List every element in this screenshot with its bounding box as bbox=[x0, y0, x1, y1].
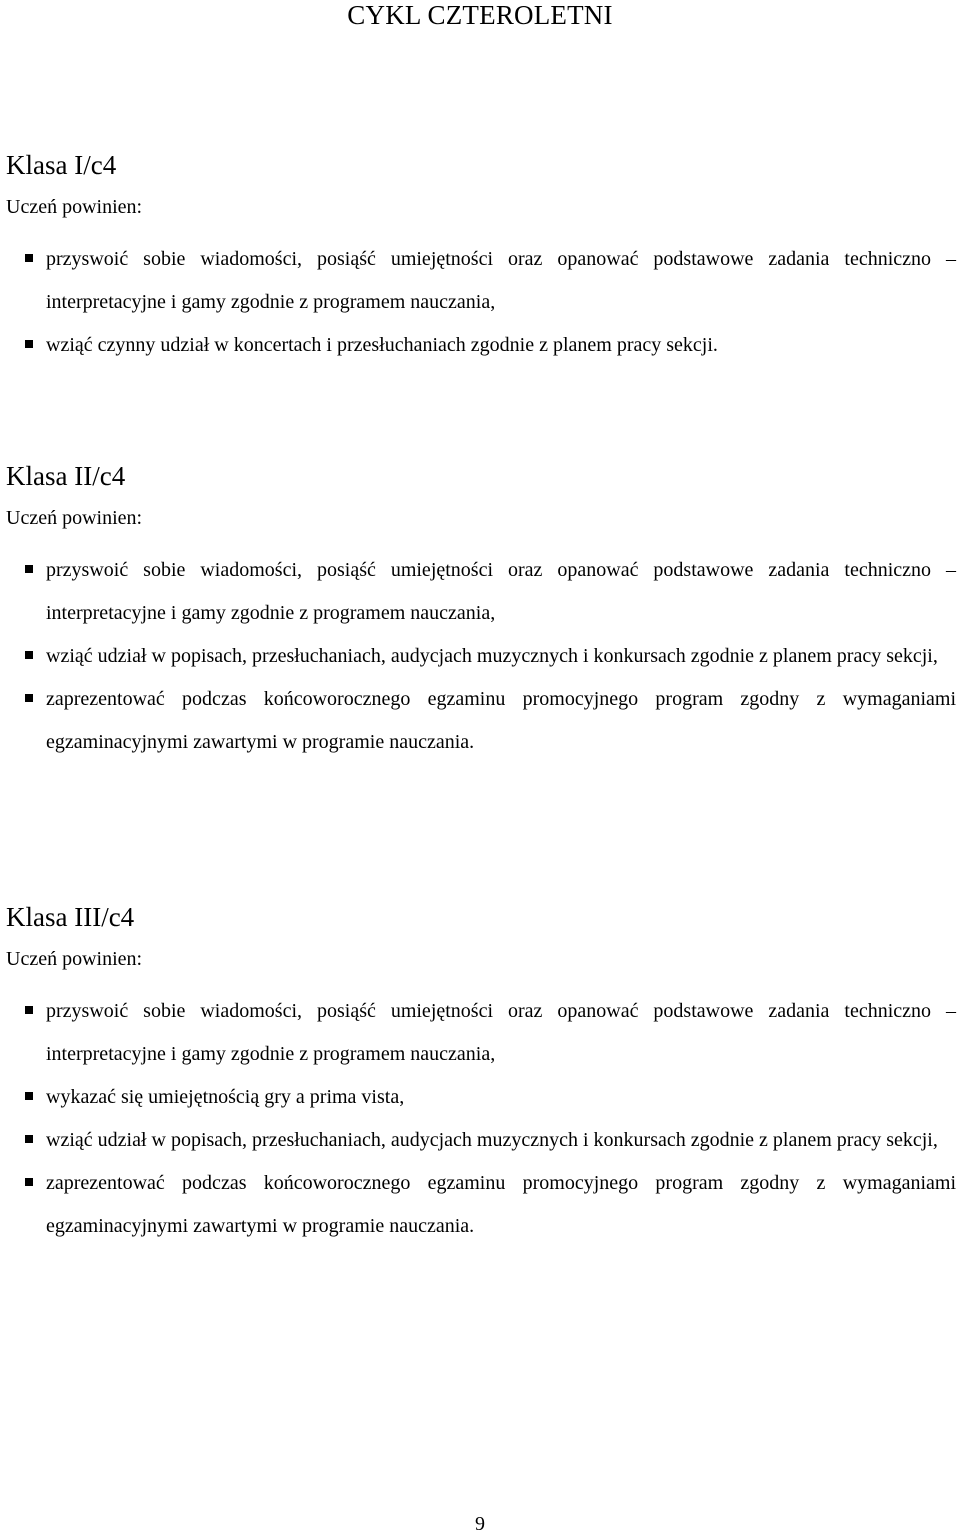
list-item-text: przyswoić sobie wiadomości, posiąść umiejętności oraz opanować podstawowe zadania techniczno – interpretacyjne i gamy zgodnie z programem nauczania, bbox=[46, 1000, 956, 1065]
section-klasa-3 bbox=[6, 898, 956, 1248]
list-item-text: wziąć udział w popisach, przesłuchaniach, audycjach muzycznych i konkursach zgodnie z planem pracy sekcji, bbox=[46, 645, 938, 667]
list-item-text: zaprezentować podczas końcoworocznego egzaminu promocyjnego program zgodny z wymaganiami egzaminacyjnymi zawartymi w programie nauczania. bbox=[46, 1172, 956, 1237]
list-item bbox=[6, 238, 956, 324]
page-number: 9 bbox=[475, 1513, 485, 1535]
list-item bbox=[6, 549, 956, 635]
requirements-list bbox=[6, 238, 956, 367]
list-item bbox=[6, 1076, 956, 1119]
section-intro: Uczeń powinien: bbox=[6, 196, 143, 218]
list-item bbox=[6, 1119, 956, 1162]
section-klasa-2 bbox=[6, 457, 956, 764]
document-title: CYKL CZTEROLETNI bbox=[347, 0, 613, 30]
square-bullet-icon bbox=[25, 1006, 33, 1014]
list-item bbox=[6, 990, 956, 1076]
square-bullet-icon bbox=[25, 1135, 33, 1143]
square-bullet-icon bbox=[25, 1178, 33, 1186]
list-item bbox=[6, 1162, 956, 1248]
list-item-text: zaprezentować podczas końcoworocznego egzaminu promocyjnego program zgodny z wymaganiami egzaminacyjnymi zawartymi w programie nauczania. bbox=[46, 688, 956, 753]
square-bullet-icon bbox=[25, 340, 33, 348]
square-bullet-icon bbox=[25, 651, 33, 659]
section-heading: Klasa III/c4 bbox=[6, 902, 135, 932]
list-item-text: wziąć udział w popisach, przesłuchaniach, audycjach muzycznych i konkursach zgodnie z planem pracy sekcji, bbox=[46, 1129, 938, 1151]
section-heading: Klasa II/c4 bbox=[6, 461, 126, 491]
square-bullet-icon bbox=[25, 694, 33, 702]
requirements-list bbox=[6, 990, 956, 1248]
section-heading: Klasa I/c4 bbox=[6, 150, 117, 180]
square-bullet-icon bbox=[25, 565, 33, 573]
list-item-text: przyswoić sobie wiadomości, posiąść umiejętności oraz opanować podstawowe zadania techniczno – interpretacyjne i gamy zgodnie z programem nauczania, bbox=[46, 248, 956, 313]
section-klasa-1 bbox=[6, 146, 956, 367]
section-intro: Uczeń powinien: bbox=[6, 948, 143, 970]
list-item bbox=[6, 324, 956, 367]
square-bullet-icon bbox=[25, 254, 33, 262]
list-item-text: wykazać się umiejętnością gry a prima vista, bbox=[46, 1086, 405, 1108]
requirements-list bbox=[6, 549, 956, 764]
section-intro: Uczeń powinien: bbox=[6, 507, 143, 529]
list-item bbox=[6, 678, 956, 764]
list-item-text: przyswoić sobie wiadomości, posiąść umiejętności oraz opanować podstawowe zadania techniczno – interpretacyjne i gamy zgodnie z programem nauczania, bbox=[46, 559, 956, 624]
list-item-text: wziąć czynny udział w koncertach i przesłuchaniach zgodnie z planem pracy sekcji. bbox=[46, 334, 718, 356]
square-bullet-icon bbox=[25, 1092, 33, 1100]
list-item bbox=[6, 635, 956, 678]
